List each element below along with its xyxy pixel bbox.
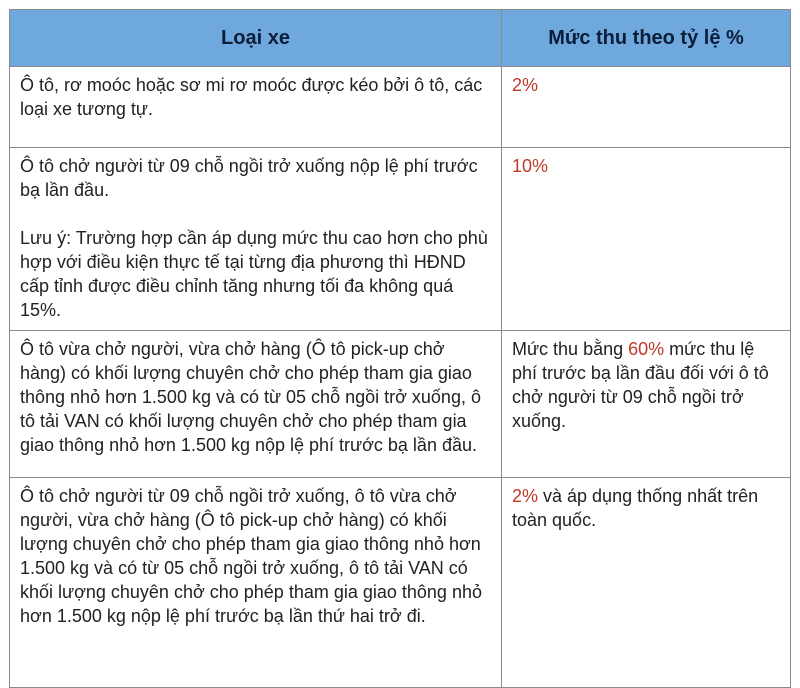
table-row [10, 331, 791, 478]
table-row [10, 67, 791, 148]
rate-cell [502, 478, 791, 688]
rate-text [512, 337, 782, 433]
rate-text [512, 154, 782, 178]
vehicle-text: Ô tô, rơ moóc hoặc sơ mi rơ moóc được kéo bởi ô tô, các loại xe tương tự. [20, 75, 483, 119]
vehicle-cell [10, 478, 502, 688]
rate-suffix: mức thu lệ phí trước bạ lần đầu đối với ô tô chở người từ 09 chỗ ngồi trở xuống. [512, 339, 769, 431]
table-row [10, 478, 791, 688]
rate-highlight: 2% [512, 486, 539, 506]
rate-suffix: và áp dụng thống nhất trên toàn quốc. [512, 486, 759, 530]
vehicle-cell [10, 67, 502, 148]
rate-cell [502, 148, 791, 331]
vehicle-text: Ô tô chở người từ 09 chỗ ngồi trở xuống nộp lệ phí trước bạ lần đầu. [20, 156, 478, 200]
vehicle-note: Lưu ý: Trường hợp cần áp dụng mức thu cao hơn cho phù hợp với điều kiện thực tế tại từng địa phương thì HĐND cấp tỉnh được điều chỉnh tăng nhưng tối đa không quá 15%. [20, 228, 488, 320]
rate-cell [502, 67, 791, 148]
vehicle-text: Ô tô chở người từ 09 chỗ ngồi trở xuống, ô tô vừa chở người, vừa chở hàng (Ô tô pick-up chở hàng) có khối lượng chuyên chở cho phép tham gia giao thông nhỏ hơn 1.500 kg và có từ 05 chỗ ngồi trở xuống, ô tô tải VAN có khối lượng chuyên chở cho phép tham gia giao thông nhỏ hơn 1.500 kg nộp lệ phí trước bạ lần thứ hai trở đi. [20, 486, 482, 626]
rate-prefix: Mức thu bằng [512, 339, 629, 359]
header-vehicle-type: Loại xe [10, 10, 502, 67]
table-header-row [10, 10, 791, 67]
fee-table-container [9, 9, 790, 688]
rate-text [512, 484, 782, 532]
header-rate-percent: Mức thu theo tỷ lệ % [502, 10, 791, 67]
registration-fee-table [9, 9, 791, 688]
rate-text [512, 73, 782, 97]
rate-cell [502, 331, 791, 478]
vehicle-cell [10, 331, 502, 478]
rate-highlight: 10% [512, 156, 549, 176]
vehicle-cell [10, 148, 502, 331]
rate-highlight: 60% [628, 339, 665, 359]
vehicle-text: Ô tô vừa chở người, vừa chở hàng (Ô tô pick-up chở hàng) có khối lượng chuyên chở cho phép tham gia giao thông nhỏ hơn 1.500 kg và có từ 05 chỗ ngồi trở xuống, ô tô tải VAN có khối lượng chuyên chở cho phép tham gia giao thông nhỏ hơn 1.500 kg nộp lệ phí trước bạ lần đầu. [20, 339, 481, 455]
rate-highlight: 2% [512, 75, 539, 95]
table-row [10, 148, 791, 331]
